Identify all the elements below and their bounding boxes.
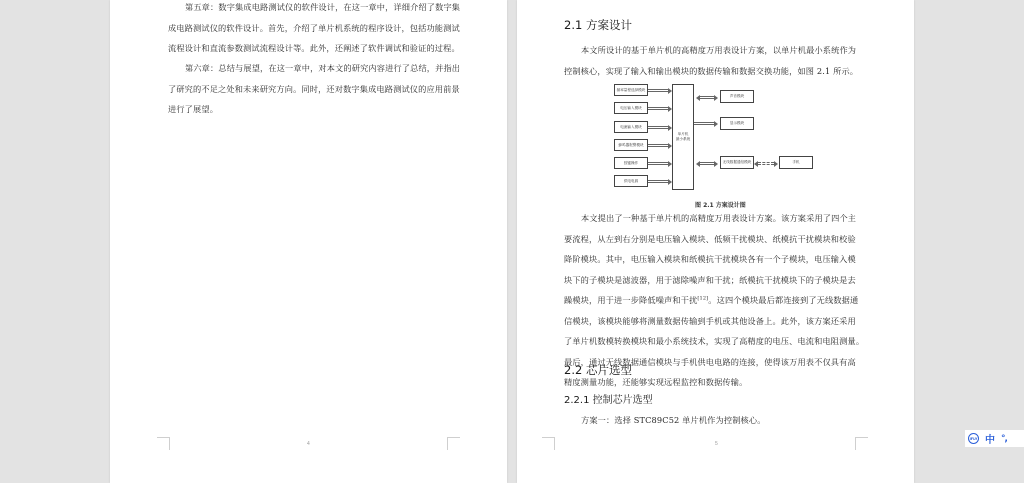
- paragraph-intro: [564, 40, 874, 81]
- figure-caption: 图 2.1 方案设计图: [695, 202, 746, 209]
- ime-toolbar[interactable]: [965, 430, 1024, 447]
- arrow-head-icon: [714, 95, 718, 101]
- margin-corner-mark: [447, 437, 460, 450]
- page-number: 5: [715, 441, 718, 447]
- diagram-box-frequency-range: 频率量程选择模块: [614, 84, 648, 96]
- arrow: [694, 122, 714, 125]
- text-line: 要流程，从左到右分别是电压输入模块、低频干扰模块、纸模抗干扰模块和校验: [564, 233, 856, 244]
- paragraph-option-1: [564, 410, 884, 431]
- paragraph-chapter-6: [168, 58, 468, 120]
- mcu-label: 最小系统: [675, 137, 691, 141]
- diagram-box-keys: 按键操作: [614, 157, 648, 169]
- text-line: 流程设计和直流参数测试流程设计等。此外，还阐述了软件调试和验证的过程。: [168, 43, 460, 53]
- arrow: [648, 144, 668, 147]
- margin-corner-mark: [542, 437, 555, 450]
- text-line: 进行了展望。: [168, 104, 219, 114]
- text-line: 第五章：数字集成电路测试仪的软件设计，在这一章中，详细介绍了数字集: [185, 2, 461, 12]
- section-heading-2-2-1: 2.2.1 控制芯片选型: [564, 395, 653, 406]
- paragraph-chapter-5: [168, 0, 468, 59]
- text-line: 本文所设计的基于单片机的高精度万用表设计方案，以单片机最小系统作为: [581, 45, 857, 55]
- text-line: 了单片机数模转换模块和最小系统技术，实现了高精度的电压、电流和电阻测量。: [564, 336, 865, 346]
- margin-corner-mark: [855, 437, 868, 450]
- ime-punctuation-toggle[interactable]: °,: [1001, 433, 1007, 444]
- text-line: 信模块，该模块能够将测量数据传输到手机或其他设备上。此外，该方案还采用: [564, 315, 856, 326]
- section-heading-2-1: 2.1 方案设计: [564, 18, 632, 32]
- diagram-box-mcu-minimum-system: [672, 84, 694, 190]
- arrow: [648, 89, 668, 92]
- wireless-link-arrow: [758, 162, 774, 165]
- text-line: 最后，通过无线数据通信模块与手机供电电路的连接，使得该万用表不仅具有高: [564, 356, 856, 367]
- margin-corner-mark: [157, 437, 170, 450]
- diagram-box-power-supply: 供电电源: [614, 175, 648, 187]
- diagram-box-buzzer: 蜂鸣器报警模块: [614, 139, 648, 151]
- ime-language-toggle[interactable]: 中: [985, 435, 995, 446]
- bidirectional-arrow: [700, 96, 714, 99]
- arrow-head-icon: [714, 161, 718, 167]
- diagram-box-sound: 声音模块: [720, 90, 754, 103]
- arrow-head-icon: [774, 161, 778, 167]
- page-number: 4: [307, 441, 310, 447]
- text-line: 躁模块，用于进一步降低噪声和干扰: [564, 295, 698, 305]
- text-line: 。这四个模块最后都连接到了无线数据通: [708, 295, 859, 305]
- bidirectional-arrow: [700, 162, 714, 165]
- text-line: 精度测量功能，还能够实现远程监控和数据传输。: [564, 377, 748, 387]
- diagram-box-phone: 手机: [779, 156, 813, 169]
- citation[interactable]: [12]: [697, 295, 709, 302]
- diagram-box-display: 显示模块: [720, 117, 754, 130]
- ime-logo-icon[interactable]: iFLY: [968, 433, 979, 444]
- arrow: [648, 180, 668, 183]
- text-line: 块下的子模块是滤波器，用于滤除噪声和干扰；纸模抗干扰模块下的子模块是去: [564, 274, 856, 285]
- text-line: 方案一：选择 STC89C52 单片机作为控制核心。: [581, 415, 766, 425]
- text-line: 本文提出了一种基于单片机的高精度万用表设计方案。该方案采用了四个主: [581, 213, 857, 223]
- arrow: [648, 162, 668, 165]
- text-line: 第六章：总结与展望，在这一章中，对本文的研究内容进行了总结，并指出: [185, 63, 461, 73]
- document-page-4: [110, 0, 507, 483]
- system-block-diagram: [614, 84, 804, 194]
- diagram-box-current-input: 电流输入模块: [614, 121, 648, 133]
- document-page-5: [517, 0, 914, 483]
- diagram-box-voltage-input: 电压输入模块: [614, 102, 648, 114]
- arrow: [648, 107, 668, 110]
- arrow-head-icon: [714, 121, 718, 127]
- text-line: 了研究的不足之处和未来研究方向。同时，还对数字集成电路测试仪的应用前景: [168, 83, 460, 94]
- section-heading-2-2: 2.2 芯片选型: [564, 363, 632, 377]
- text-line: 降阶模块。其中，电压输入模块和纸模抗干扰模块各有一个子模块，电压输入模: [564, 254, 856, 264]
- arrow: [648, 126, 668, 129]
- diagram-box-wireless: 无线数据通信模块: [720, 156, 754, 169]
- text-line: 成电路测试仪的软件设计。首先，介绍了单片机系统的程序设计，包括功能测试: [168, 22, 460, 33]
- text-line: 控制核心，实现了输入和输出模块的数据传输和数据交换功能，如图 2.1 所示。: [564, 65, 859, 76]
- mcu-label: 单片机: [677, 132, 689, 136]
